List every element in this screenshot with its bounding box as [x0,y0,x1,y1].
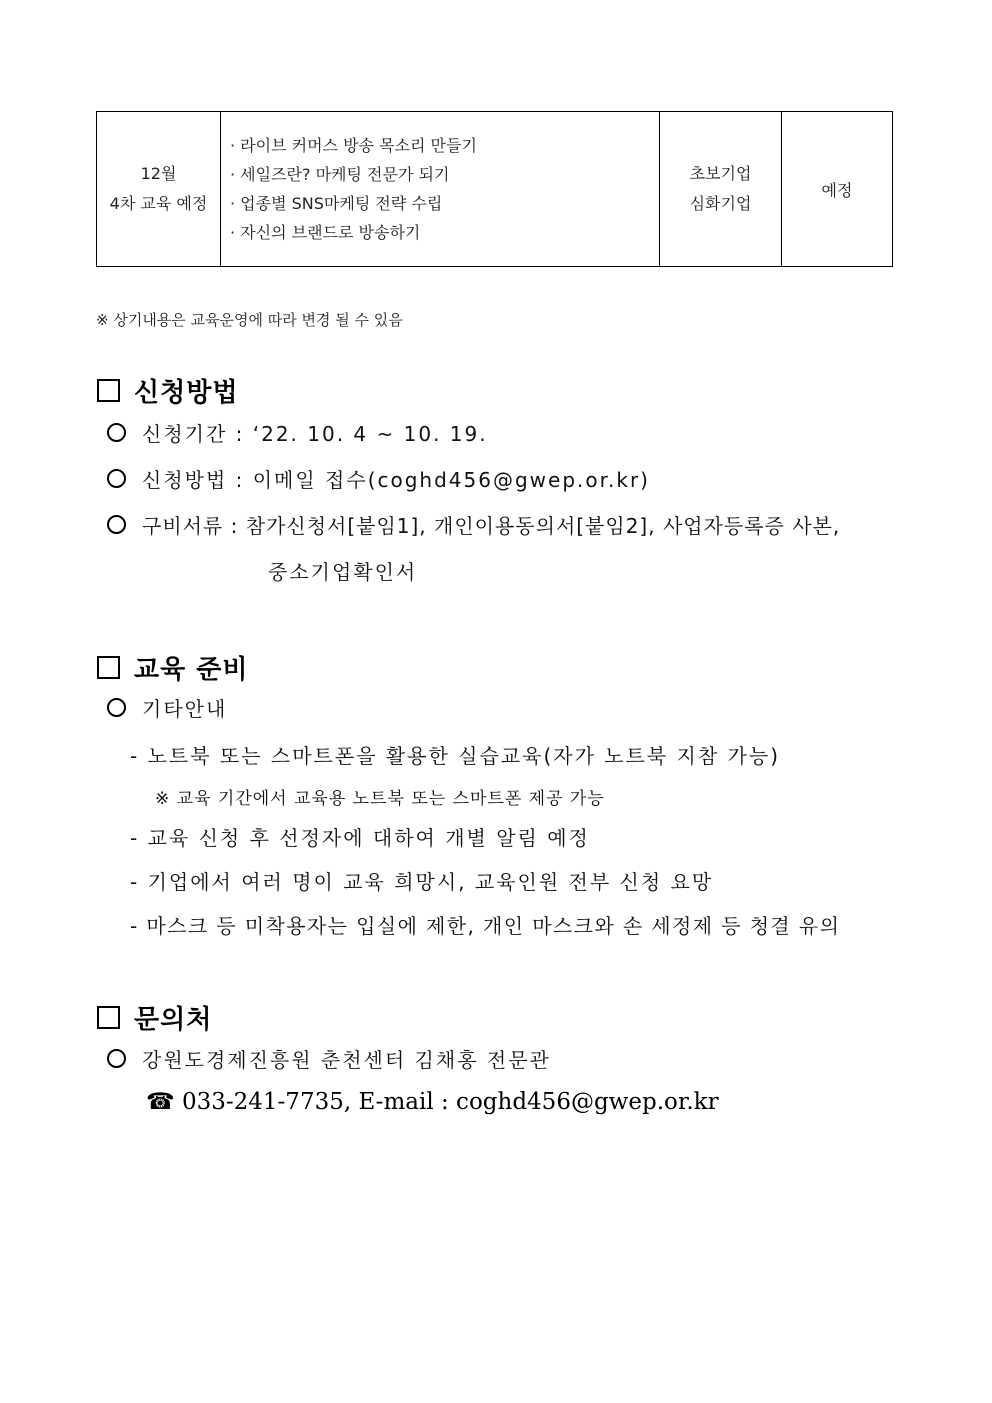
apply-method-text: 신청방법 : 이메일 접수(coghd456@gwep.or.kr) [142,468,650,492]
schedule-table [96,111,893,267]
circle-bullet-icon [107,515,126,534]
section-prep-heading [97,649,249,686]
checkbox-square-icon [97,379,120,402]
list-item: · 업종별 SNS마케팅 전략 수립 [230,189,659,218]
contact-detail-text: 033-241-7735, E-mail : coghd456@gwep.or.kr [181,1089,719,1115]
prep-bullet-2: - 교육 신청 후 선정자에 대하여 개별 알림 예정 [130,826,590,850]
target-beginner: 초보기업 [689,164,752,183]
prep-bullet-3: - 기업에서 여러 명이 교육 희망시, 교육인원 전부 신청 요망 [130,870,714,894]
items-cell [221,112,660,267]
date-round: 4차 교육 예정 [109,194,208,213]
section-contact-title: 문의처 [134,1005,213,1035]
contact-org [107,1044,551,1073]
circle-bullet-icon [107,423,126,442]
circle-bullet-icon [107,469,126,488]
phone-icon: ☎ [146,1089,175,1115]
list-item: · 자신의 브랜드로 방송하기 [230,218,659,247]
target-cell [660,112,782,267]
date-month: 12월 [140,164,177,183]
section-contact-heading [97,999,212,1036]
list-item: · 라이브 커머스 방송 목소리 만들기 [230,131,659,160]
prep-bullet-1-note: ※ 교육 기간에서 교육용 노트북 또는 스마트폰 제공 가능 [155,789,605,809]
checkbox-square-icon [97,656,120,679]
target-advanced: 심화기업 [689,194,752,213]
date-cell [97,112,221,267]
apply-period-text: 신청기간 : ‘22. 10. 4 ~ 10. 19. [142,422,488,446]
apply-docs-cont: 중소기업확인서 [268,560,418,584]
status-cell: 예정 [782,112,893,267]
change-notice: ※ 상기내용은 교육운영에 따라 변경 될 수 있음 [96,311,403,329]
apply-docs [107,510,840,539]
checkbox-square-icon [97,1006,120,1029]
apply-docs-text: 구비서류 : 참가신청서[붙임1], 개인이용동의서[붙임2], 사업자등록증 사본, [142,514,841,538]
prep-sub [107,693,227,722]
section-apply-title: 신청방법 [134,378,239,408]
prep-bullet-4: - 마스크 등 미착용자는 입실에 제한, 개인 마스크와 손 세정제 등 청결 유의 [130,914,841,938]
table-row [97,112,893,267]
section-prep-title: 교육 준비 [134,655,249,685]
circle-bullet-icon [107,698,126,717]
prep-bullet-1: - 노트북 또는 스마트폰을 활용한 실습교육(자가 노트북 지참 가능) [130,744,781,768]
list-item: · 세일즈란? 마케팅 전문가 되기 [230,160,659,189]
apply-method [107,464,650,493]
contact-detail [146,1089,719,1115]
circle-bullet-icon [107,1049,126,1068]
section-apply-heading [97,372,238,409]
contact-org-text: 강원도경제진흥원 춘천센터 김채홍 전문관 [142,1048,551,1072]
prep-sub-text: 기타안내 [142,697,228,721]
apply-period [107,418,488,447]
